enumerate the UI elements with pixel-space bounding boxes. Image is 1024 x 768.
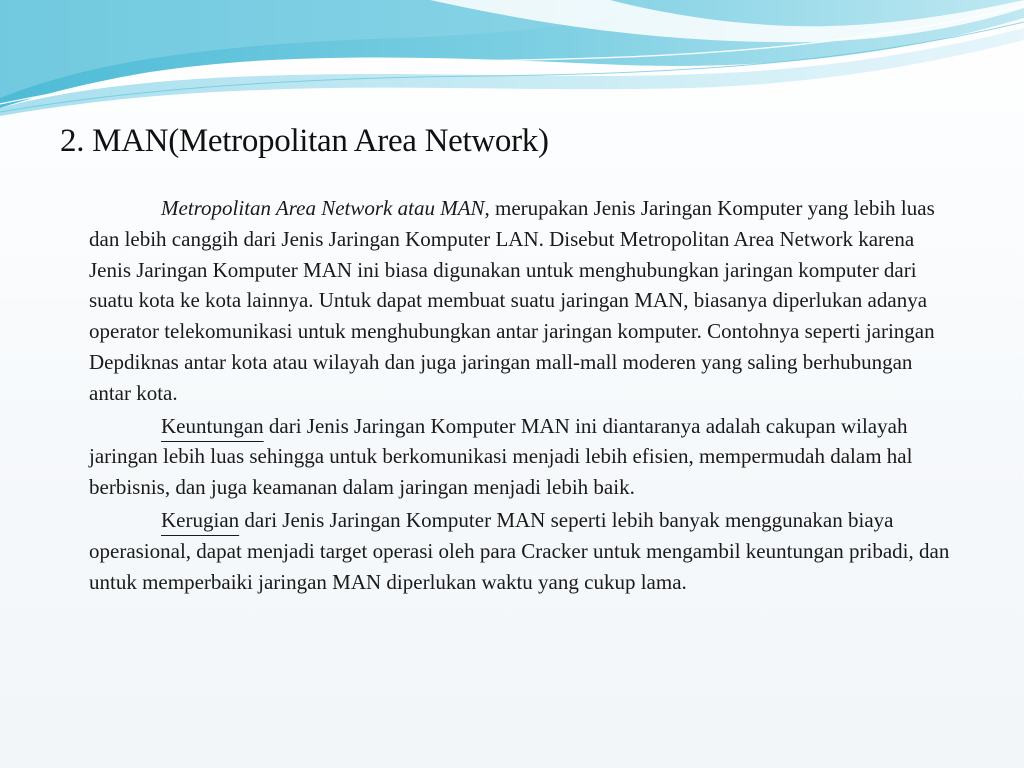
paragraph-disadvantages — [89, 505, 959, 597]
lead-term: Metropolitan Area Network atau MAN — [161, 196, 485, 220]
wave-header-decoration — [0, 0, 1024, 120]
slide-title: 2. MAN(Metropolitan Area Network) — [60, 123, 549, 159]
disadvantages-keyword: Kerugian — [161, 507, 240, 532]
paragraph-intro-text: , merupakan Jenis Jaringan Komputer yang lebih luas dan lebih canggih dari Jenis Jaringan Komputer LAN. Disebut Metropolitan Area Network karena Jenis Jaringan Komputer MAN ini biasa digunakan untuk menghubungkan jaringan komputer dari suatu kota ke kota lainnya. Untuk dapat membuat suatu jaringan MAN, biasanya diperlukan adanya operator telekomunikasi untuk menghubungkan antar jaringan komputer. Contohnya seperti jaringan Depdiknas antar kota atau wilayah dan juga jaringan mall-mall moderen yang saling berhubungan antar kota. — [89, 196, 935, 405]
paragraph-intro — [89, 193, 959, 409]
content-body — [89, 193, 959, 599]
paragraph-advantages-text: dari Jenis Jaringan Komputer MAN ini diantaranya adalah cakupan wilayah jaringan lebih luas sehingga untuk berkomunikasi menjadi lebih efisien, mempermudah dalam hal berbisnis, dan juga keamanan dalam jaringan menjadi lebih baik. — [89, 413, 913, 500]
paragraph-disadvantages-text: dari Jenis Jaringan Komputer MAN seperti lebih banyak menggunakan biaya operasional, dapat menjadi target operasi oleh para Cracker untuk mengambil keuntungan pribadi, dan untuk memperbaiki jaringan MAN diperlukan waktu yang cukup lama. — [89, 507, 950, 594]
advantages-keyword: Keuntungan — [161, 413, 264, 438]
paragraph-advantages — [89, 411, 959, 503]
